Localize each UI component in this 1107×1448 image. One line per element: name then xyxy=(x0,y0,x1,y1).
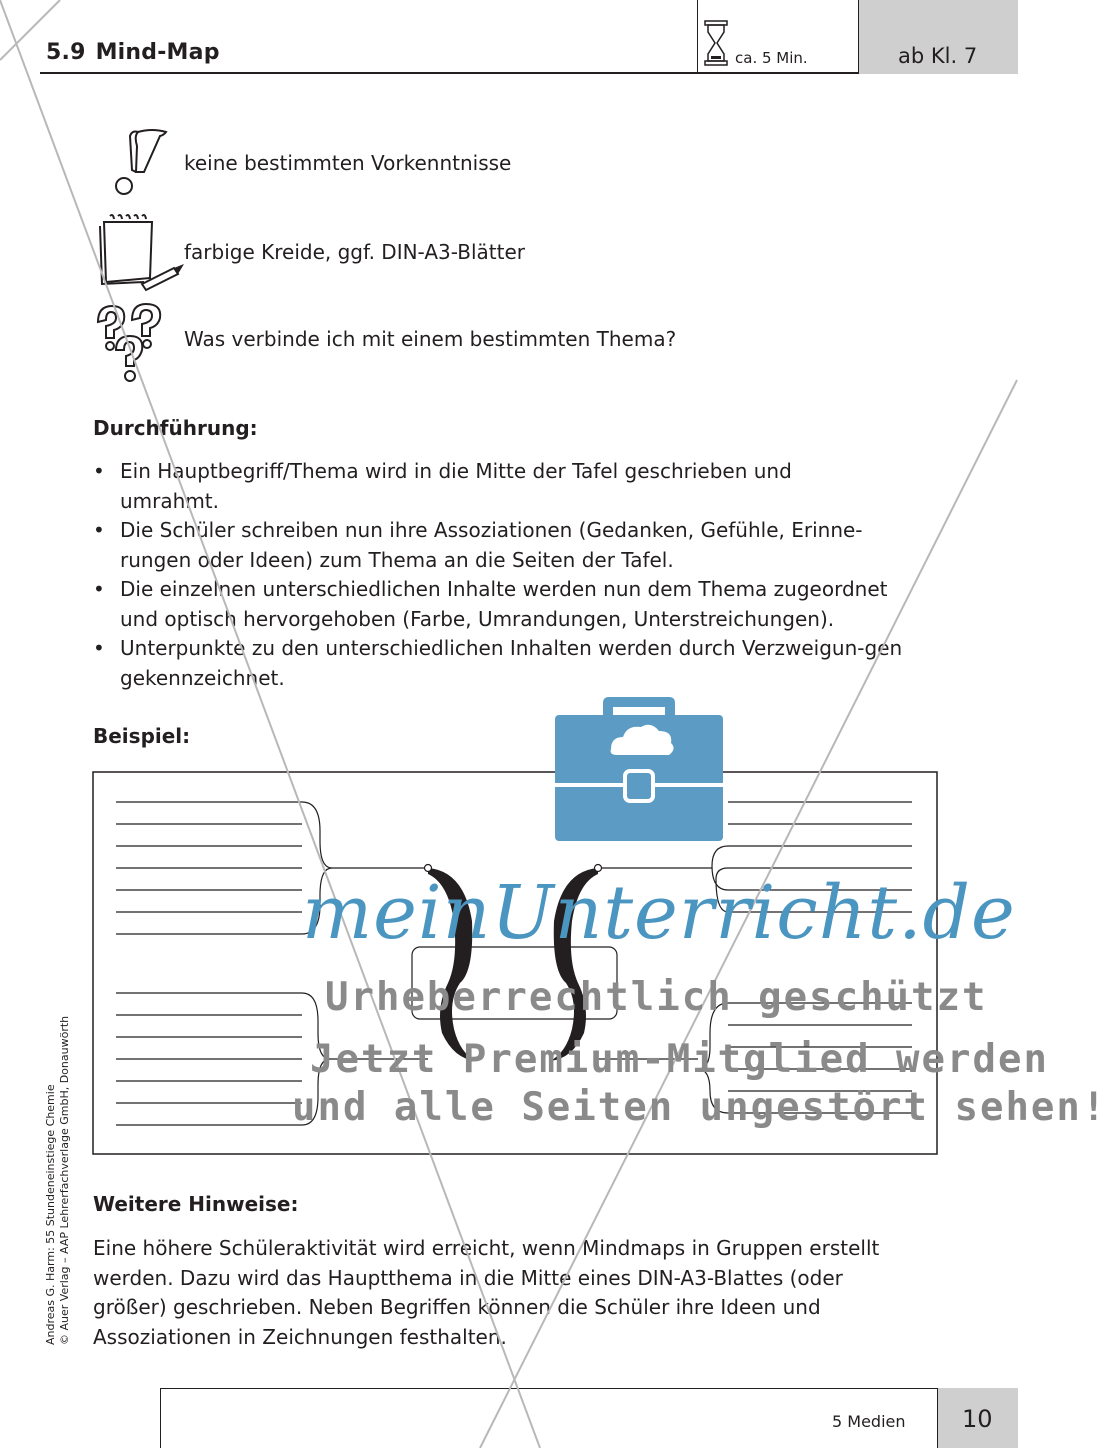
briefcase-logo-icon xyxy=(555,697,723,841)
notepad-icon xyxy=(94,212,186,292)
hinweise-text: Eine höhere Schüleraktivität wird erreicht, wenn Mindmaps in Gruppen erstellt werden. Dazu wird das Hauptthema in die Mitte eines DIN-A3-Blattes (oder größer) geschrieben. Neben Begriffen können die Schüler ihre Ideen und Assoziationen in Zeichnungen festhalten. xyxy=(93,1236,880,1349)
watermark-brand: meinUnterricht.de xyxy=(302,870,1016,956)
credit-author: Andreas G. Harm: 55 Stundeneinstiege Chemie xyxy=(44,1084,57,1345)
materials-text: farbige Kreide, ggf. DIN-A3-Blätter xyxy=(184,240,525,264)
footer-section: 5 Medien xyxy=(832,1412,906,1431)
list-item: • Unterpunkte zu den unterschiedlichen Inhalten werden durch Verzweigun-gen gekennzeichnet. xyxy=(93,634,920,693)
footer-left-rule xyxy=(160,1388,161,1448)
list-item: • Ein Hauptbegriff/Thema wird in die Mitte der Tafel geschrieben und umrahmt. xyxy=(93,457,890,516)
page-title xyxy=(46,40,220,65)
title-text: Mind-Map xyxy=(95,40,220,65)
credit-publisher: © Auer Verlag – AAP Lehrerfachverlage GmbH, Donauwörth xyxy=(58,1015,71,1345)
grade-label: ab Kl. 7 xyxy=(898,44,978,68)
exclamation-icon xyxy=(108,126,174,200)
watermark-line-1: Urheberrechtlich geschützt xyxy=(325,975,988,1020)
durchfuehrung-list xyxy=(93,457,913,693)
side-credit xyxy=(44,1016,72,1345)
section-number: 5.9 xyxy=(46,40,86,65)
prerequisites-text: keine bestimmten Vorkenntnisse xyxy=(184,151,512,175)
header-rule xyxy=(40,72,858,74)
hinweise-heading: Weitere Hinweise: xyxy=(93,1192,299,1216)
watermark-line-3: und alle Seiten ungestört sehen! xyxy=(292,1085,1107,1130)
durchfuehrung-heading: Durchführung: xyxy=(93,416,258,440)
list-item: • Die Schüler schreiben nun ihre Assoziationen (Gedanken, Gefühle, Erinne-rungen oder Ideen) zum Thema an die Seiten der Tafel. xyxy=(93,516,910,575)
page-number: 10 xyxy=(962,1405,993,1433)
question-marks-icon xyxy=(92,300,172,384)
hourglass-icon xyxy=(703,20,729,66)
time-estimate: ca. 5 Min. xyxy=(735,49,808,67)
header-separator xyxy=(697,0,698,74)
footer-rule xyxy=(160,1388,1017,1389)
beispiel-heading: Beispiel: xyxy=(93,724,191,748)
list-item: • Die einzelnen unterschiedlichen Inhalte werden nun dem Thema zugeordnet und optisch hervorgehoben (Farbe, Umrandungen, Unterstreichungen). xyxy=(93,575,920,634)
watermark-line-2: Jetzt Premium-Mitglied werden xyxy=(310,1037,1049,1082)
question-text: Was verbinde ich mit einem bestimmten Thema? xyxy=(184,327,677,351)
